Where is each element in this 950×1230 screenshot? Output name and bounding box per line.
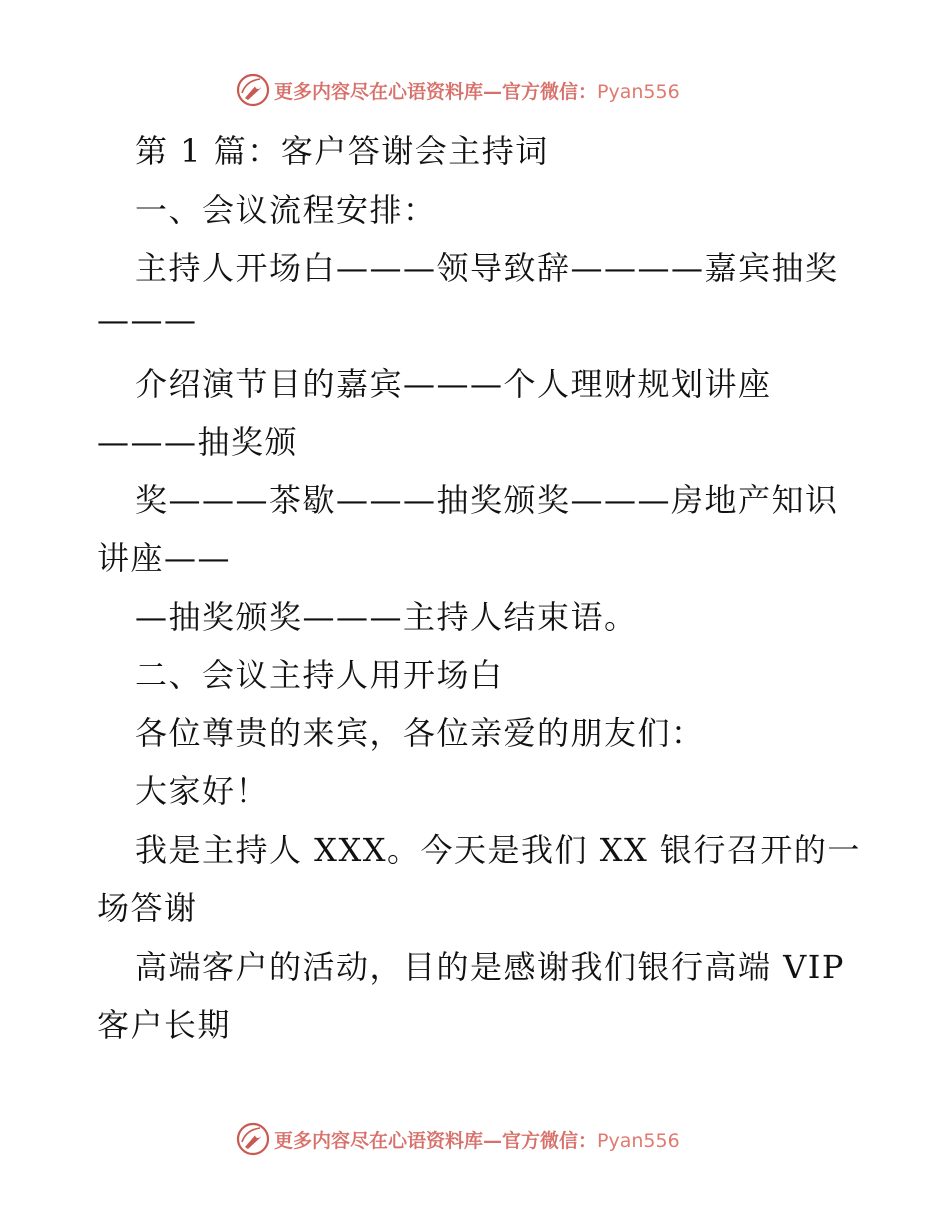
text-line: 大家好！ <box>135 772 270 810</box>
text-line: 场答谢 <box>97 889 198 927</box>
pen-nib-circle-icon <box>236 1122 270 1156</box>
banner-text: 更多内容尽在心语资料库—官方微信：Pyan556 <box>274 1129 680 1152</box>
text-line: 二、会议主持人用开场白 <box>135 656 504 694</box>
text-line: 讲座—— <box>97 539 232 577</box>
pen-nib-circle-icon <box>236 73 270 107</box>
footer-banner <box>0 1119 950 1159</box>
text-line: 奖———茶歇———抽奖颁奖———房地产知识 <box>135 481 839 519</box>
text-line: 高端客户的活动，目的是感谢我们银行高端 VIP <box>135 948 845 986</box>
text-line: —抽奖颁奖———主持人结束语。 <box>135 598 638 636</box>
text-line: 主持人开场白———领导致辞————嘉宾抽奖 <box>135 249 839 287</box>
text-line: ——— <box>97 301 198 339</box>
banner-text: 更多内容尽在心语资料库—官方微信：Pyan556 <box>274 80 680 103</box>
header-banner <box>0 70 950 110</box>
text-line: 客户长期 <box>97 1006 232 1044</box>
text-line: 我是主持人 XXX。今天是我们 XX 银行召开的一 <box>135 831 861 869</box>
text-line: ———抽奖颁 <box>97 423 299 461</box>
heading-line: 第 1 篇：客户答谢会主持词 <box>135 132 549 170</box>
text-line: 介绍演节目的嘉宾———个人理财规划讲座 <box>135 365 772 403</box>
text-line: 一、会议流程安排： <box>135 191 437 229</box>
text-line: 各位尊贵的来宾，各位亲爱的朋友们： <box>135 714 705 752</box>
